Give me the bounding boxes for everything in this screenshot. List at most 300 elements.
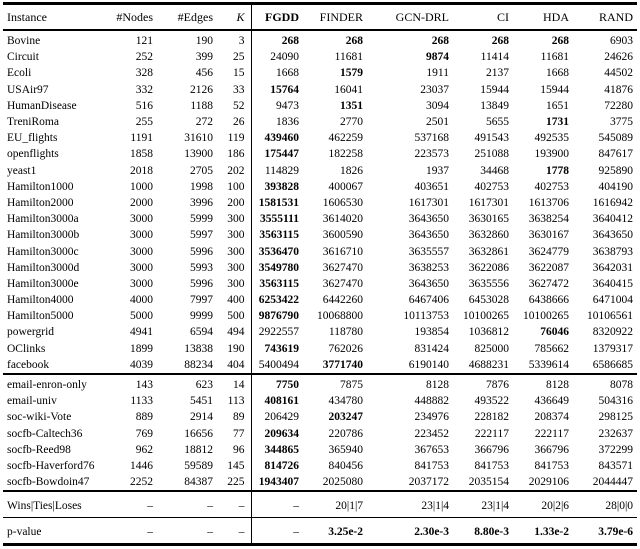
cell-edges: 13900 [184,148,213,161]
table-row [3,341,637,357]
table-row [3,65,637,81]
cell-finder: 1606530 [322,196,363,209]
cell-k: 145 [217,458,251,474]
cell-gcn-drl: 3635557 [408,245,449,258]
cell-k: 77 [217,426,251,442]
cell-finder: 16041 [334,83,363,96]
cell-fgdd: 1668 [276,67,299,80]
cell-k: 100 [217,179,251,195]
cell-finder: 268 [345,35,363,48]
cell-gcn-drl: 1911 [426,67,449,80]
cell-edges: 3996 [190,196,213,209]
table-row [3,474,637,491]
cell-finder: 1579 [340,67,363,80]
cell-finder: 1826 [340,164,363,177]
cell-hda: 222117 [534,427,569,440]
cell-hda: 8128 [546,379,569,392]
cell-finder: 3600590 [322,229,363,242]
cell-nodes: 332 [135,83,153,96]
cell-gcn-drl: 841753 [414,459,449,472]
cell-finder: 6442260 [322,294,363,307]
cell-fgdd: 5400494 [258,358,299,371]
cell-ci: 34468 [480,164,509,177]
cell-edges: 5996 [190,277,213,290]
table-row [3,442,637,458]
cell-ci: 1036812 [468,326,509,339]
cell-gcn-drl: 3638253 [408,261,449,274]
cell-k: 494 [217,324,251,340]
cell-hda: 1651 [546,99,569,112]
cell-fgdd: 206429 [264,411,299,424]
cell-ci: 268 [491,35,509,48]
cell-hda: 1778 [546,164,569,177]
cell-finder: 365940 [328,443,363,456]
table-row [3,130,637,146]
wins-ties-loses-row [3,491,637,518]
cell-k: 300 [217,227,251,243]
cell-hda: 841753 [534,459,569,472]
instance-name: USAir97 [7,83,49,96]
instance-name: Bovine [7,35,41,48]
column-header-rand: RAND [598,9,633,24]
instance-name: facebook [7,358,50,371]
table-row [3,146,637,162]
table-row [3,227,637,243]
cell-fgdd: 175447 [264,148,299,161]
instance-name: Wins|Ties|Loses [7,499,82,512]
column-header-instance: Instance [7,9,47,24]
cell-gcn-drl: 2.30e-3 [414,525,449,538]
cell-nodes: 328 [135,67,153,80]
cell-fgdd: 9473 [276,99,299,112]
cell-k: 96 [217,442,251,458]
cell-k: – [217,491,251,518]
cell-ci: 11414 [480,51,509,64]
cell-fgdd: 3555111 [260,213,299,226]
cell-rand: 847617 [598,148,633,161]
cell-fgdd: 114829 [264,164,299,177]
cell-nodes: 769 [135,427,153,440]
cell-nodes: 4039 [130,358,153,371]
cell-hda: 3624779 [528,245,569,258]
cell-edges: 13838 [184,342,213,355]
cell-nodes: 252 [135,51,153,64]
cell-edges: 9999 [190,310,213,323]
cell-fgdd: 743619 [264,342,299,355]
cell-hda: 208374 [534,411,569,424]
cell-hda: 3630167 [528,229,569,242]
cell-gcn-drl: 6467406 [408,294,449,307]
cell-gcn-drl: 3094 [426,99,449,112]
cell-gcn-drl: 537168 [414,132,449,145]
cell-fgdd: 1581531 [258,196,299,209]
cell-edges: 5451 [190,395,213,408]
cell-gcn-drl: 193854 [414,326,449,339]
p-value-row [3,518,637,545]
cell-rand: 8078 [610,379,633,392]
instance-name: socfb-Haverford76 [7,459,95,472]
cell-k: 33 [217,82,251,98]
cell-k: – [217,518,251,545]
column-header-finder: FINDER [319,9,363,24]
column-header-nodes: #Nodes [116,9,153,24]
instance-name: openflights [7,148,59,161]
instance-name: p-value [7,525,42,538]
cell-fgdd: 15764 [270,83,299,96]
cell-ci: 491543 [474,132,509,145]
column-header-fgdd: FGDD [265,9,299,24]
cell-fgdd: 1943407 [258,476,299,489]
cell-nodes: 3000 [130,229,153,242]
table-row [3,409,637,425]
cell-rand: 3.79e-6 [598,525,633,538]
table-row [3,308,637,324]
cell-hda: 785662 [534,342,569,355]
cell-rand: 6471004 [592,294,633,307]
cell-finder: 10068800 [317,310,363,323]
cell-rand: 3775 [610,116,633,129]
cell-ci: 228182 [474,411,509,424]
cell-nodes: 1858 [130,148,153,161]
cell-ci: 1617301 [468,196,509,209]
instance-name: socfb-Bowdoin47 [7,476,90,489]
cell-nodes: 3000 [130,245,153,258]
cell-rand: 24626 [604,51,633,64]
cell-nodes: 2252 [130,476,153,489]
cell-nodes: 1191 [130,132,153,145]
cell-nodes: 121 [135,35,153,48]
cell-nodes: – [147,499,153,512]
cell-rand: 3638793 [592,245,633,258]
cell-rand: 10106561 [587,310,633,323]
cell-nodes: 2000 [130,196,153,209]
cell-finder: 2770 [340,116,363,129]
cell-ci: 366796 [474,443,509,456]
cell-rand: 3642031 [592,261,633,274]
cell-k: 113 [217,393,251,409]
cell-rand: 8320922 [592,326,633,339]
cell-finder: 400067 [328,180,363,193]
cell-nodes: 1000 [130,180,153,193]
instance-name: OClinks [7,342,46,355]
cell-finder: 7875 [340,379,363,392]
instance-name: Hamilton2000 [7,196,74,209]
cell-fgdd: 2922557 [258,326,299,339]
cell-edges: 2126 [190,83,213,96]
cell-gcn-drl: 1937 [426,164,449,177]
instance-name: Hamilton4000 [7,294,74,307]
cell-ci: 10100265 [463,310,509,323]
cell-k: 300 [217,260,251,276]
cell-hda: 5339614 [528,358,569,371]
cell-ci: 3632861 [468,245,509,258]
cell-rand: 44502 [604,67,633,80]
cell-gcn-drl: 268 [431,35,449,48]
cell-nodes: 3000 [130,277,153,290]
cell-nodes: 516 [135,99,153,112]
instance-name: email-enron-only [7,379,87,392]
cell-rand: 28|0|0 [605,499,633,512]
table-row [3,260,637,276]
cell-hda: 6438666 [528,294,569,307]
cell-edges: 623 [195,379,213,392]
cell-edges: 6594 [190,326,213,339]
cell-finder: 203247 [328,411,363,424]
cell-finder: 3614020 [322,213,363,226]
cell-fgdd: 3549780 [258,261,299,274]
cell-rand: 1379317 [592,342,633,355]
cell-ci: 15944 [480,83,509,96]
table-row [3,211,637,227]
cell-ci: 3630165 [468,213,509,226]
cell-edges: 16656 [184,427,213,440]
cell-nodes: 1899 [130,342,153,355]
cell-hda: 2029106 [528,476,569,489]
cell-gcn-drl: 9874 [426,51,449,64]
cell-hda: 436649 [534,395,569,408]
cell-fgdd: 24090 [270,51,299,64]
cell-fgdd: 3563115 [259,277,299,290]
cell-k: 89 [217,409,251,425]
cell-rand: 925890 [598,164,633,177]
cell-edges: 1998 [190,180,213,193]
cell-gcn-drl: 1617301 [408,196,449,209]
cell-hda: 1731 [546,116,569,129]
cell-rand: 3640412 [592,213,633,226]
cell-rand: 3643650 [592,229,633,242]
cell-k: 190 [217,341,251,357]
table-row [3,374,637,393]
cell-k: 3 [217,30,251,49]
cell-nodes: 1446 [130,459,153,472]
cell-fgdd: 7750 [276,379,299,392]
cell-edges: 5999 [190,213,213,226]
cell-gcn-drl: 223452 [414,427,449,440]
cell-ci: 4688231 [468,358,509,371]
cell-fgdd: 344865 [264,443,299,456]
cell-fgdd: 3536470 [258,245,299,258]
table-row [3,357,637,374]
cell-k: 300 [217,211,251,227]
instance-name: yeast1 [7,164,37,177]
cell-k: 26 [217,114,251,130]
instance-name: Hamilton1000 [7,180,74,193]
column-header-edges: #Edges [177,9,213,24]
cell-ci: 7876 [486,379,509,392]
cell-finder: 118780 [328,326,363,339]
cell-gcn-drl: 6190140 [408,358,449,371]
cell-nodes: 2018 [130,164,153,177]
cell-gcn-drl: 367653 [414,443,449,456]
cell-hda: 193900 [534,148,569,161]
cell-finder: 3627470 [322,261,363,274]
column-header-gcn-drl: GCN-DRL [395,9,449,24]
cell-rand: 6903 [610,35,633,48]
cell-k: 225 [217,474,251,491]
cell-edges: 5997 [190,229,213,242]
cell-edges: 59589 [184,459,213,472]
table-row [3,243,637,259]
cell-hda: 402753 [534,180,569,193]
cell-gcn-drl: 3643650 [408,213,449,226]
cell-finder: 3616710 [322,245,363,258]
cell-gcn-drl: 831424 [414,342,449,355]
cell-hda: 20|2|6 [541,499,569,512]
results-table [3,2,637,546]
cell-ci: 825000 [474,342,509,355]
group-real-world-and-hamilton [3,30,637,374]
cell-rand: 41876 [604,83,633,96]
cell-fgdd: 1836 [276,116,299,129]
cell-nodes: 143 [135,379,153,392]
cell-edges: 272 [195,116,213,129]
instance-name: TreniRoma [7,116,59,129]
table-row [3,324,637,340]
table-row [3,276,637,292]
cell-ci: 5655 [486,116,509,129]
cell-k: 25 [217,49,251,65]
cell-gcn-drl: 2501 [426,116,449,129]
instance-name: socfb-Reed98 [7,443,71,456]
cell-k: 15 [217,65,251,81]
instance-name: email-univ [7,395,57,408]
cell-rand: 3640415 [592,277,633,290]
cell-gcn-drl: 234976 [414,411,449,424]
table-row [3,195,637,211]
cell-k: 200 [217,195,251,211]
table-row [3,82,637,98]
instance-name: Hamilton3000c [7,245,79,258]
cell-fgdd: 9876790 [258,310,299,323]
table-header [3,4,637,31]
instance-name: Ecoli [7,67,32,80]
cell-edges: 84387 [184,476,213,489]
cell-k: 14 [217,374,251,393]
cell-gcn-drl: 10113753 [403,310,449,323]
table-row [3,114,637,130]
cell-finder: 20|1|7 [335,499,363,512]
cell-fgdd: 814726 [264,459,299,472]
cell-ci: 3635556 [468,277,509,290]
cell-fgdd: 3563115 [259,229,299,242]
cell-ci: 841753 [474,459,509,472]
cell-hda: 76046 [540,326,569,339]
cell-ci: 2035154 [468,476,509,489]
cell-rand: 298125 [598,411,633,424]
cell-hda: 1.33e-2 [534,525,569,538]
column-header-ci: CI [497,9,509,24]
cell-hda: 492535 [534,132,569,145]
table-row [3,292,637,308]
cell-finder: 762026 [328,342,363,355]
cell-edges: 399 [195,51,213,64]
cell-nodes: 3000 [130,261,153,274]
cell-gcn-drl: 8128 [426,379,449,392]
cell-nodes: 889 [135,411,153,424]
cell-gcn-drl: 2037172 [408,476,449,489]
cell-hda: 3622087 [528,261,569,274]
cell-rand: 232637 [598,427,633,440]
cell-ci: 3622086 [468,261,509,274]
table-row [3,163,637,179]
cell-edges: 7997 [190,294,213,307]
instance-name: Circuit [7,51,39,64]
cell-ci: 23|1|4 [481,499,509,512]
cell-hda: 1613706 [528,196,569,209]
cell-hda: 366796 [534,443,569,456]
cell-nodes: 5000 [130,310,153,323]
cell-edges: – [207,525,213,538]
cell-rand: 6586685 [592,358,633,371]
table-row [3,393,637,409]
cell-fgdd: 393828 [264,180,299,193]
cell-hda: 15944 [540,83,569,96]
cell-ci: 402753 [474,180,509,193]
header-row [3,4,637,31]
cell-gcn-drl: 23|1|4 [421,499,449,512]
cell-rand: 545089 [598,132,633,145]
instance-name: soc-wiki-Vote [7,411,72,424]
instance-name: Hamilton3000d [7,261,80,274]
group-social-networks [3,374,637,491]
cell-fgdd: – [293,499,299,512]
cell-edges: 31610 [184,132,213,145]
table-row [3,179,637,195]
table-row [3,30,637,49]
cell-ci: 13849 [480,99,509,112]
cell-gcn-drl: 223573 [414,148,449,161]
cell-hda: 1668 [546,67,569,80]
cell-fgdd: 209634 [264,427,299,440]
cell-k: 300 [217,243,251,259]
cell-hda: 11681 [540,51,569,64]
table-row [3,426,637,442]
cell-k: 300 [217,276,251,292]
cell-rand: 2044447 [592,476,633,489]
cell-ci: 8.80e-3 [474,525,509,538]
cell-ci: 222117 [474,427,509,440]
instance-name: powergrid [7,326,55,339]
instance-name: socfb-Caltech36 [7,427,83,440]
cell-k: 202 [217,163,251,179]
cell-fgdd: 268 [281,35,299,48]
table-row [3,49,637,65]
cell-nodes: 3000 [130,213,153,226]
cell-ci: 251088 [474,148,509,161]
cell-gcn-drl: 23037 [420,83,449,96]
column-header-hda: HDA [543,9,569,24]
cell-edges: – [207,499,213,512]
cell-rand: 843571 [598,459,633,472]
cell-rand: 372299 [598,443,633,456]
cell-ci: 2137 [486,67,509,80]
cell-k: 500 [217,308,251,324]
table-row [3,458,637,474]
cell-fgdd: 6253422 [258,294,299,307]
cell-k: 400 [217,292,251,308]
cell-k: 52 [217,98,251,114]
cell-gcn-drl: 3643650 [408,277,449,290]
cell-finder: 3627470 [322,277,363,290]
cell-finder: 182258 [328,148,363,161]
cell-finder: 3771740 [322,358,363,371]
cell-nodes: 255 [135,116,153,129]
cell-hda: 3627472 [528,277,569,290]
cell-fgdd: – [293,525,299,538]
cell-k: 186 [217,146,251,162]
instance-name: Hamilton3000a [7,213,79,226]
cell-edges: 2705 [190,164,213,177]
